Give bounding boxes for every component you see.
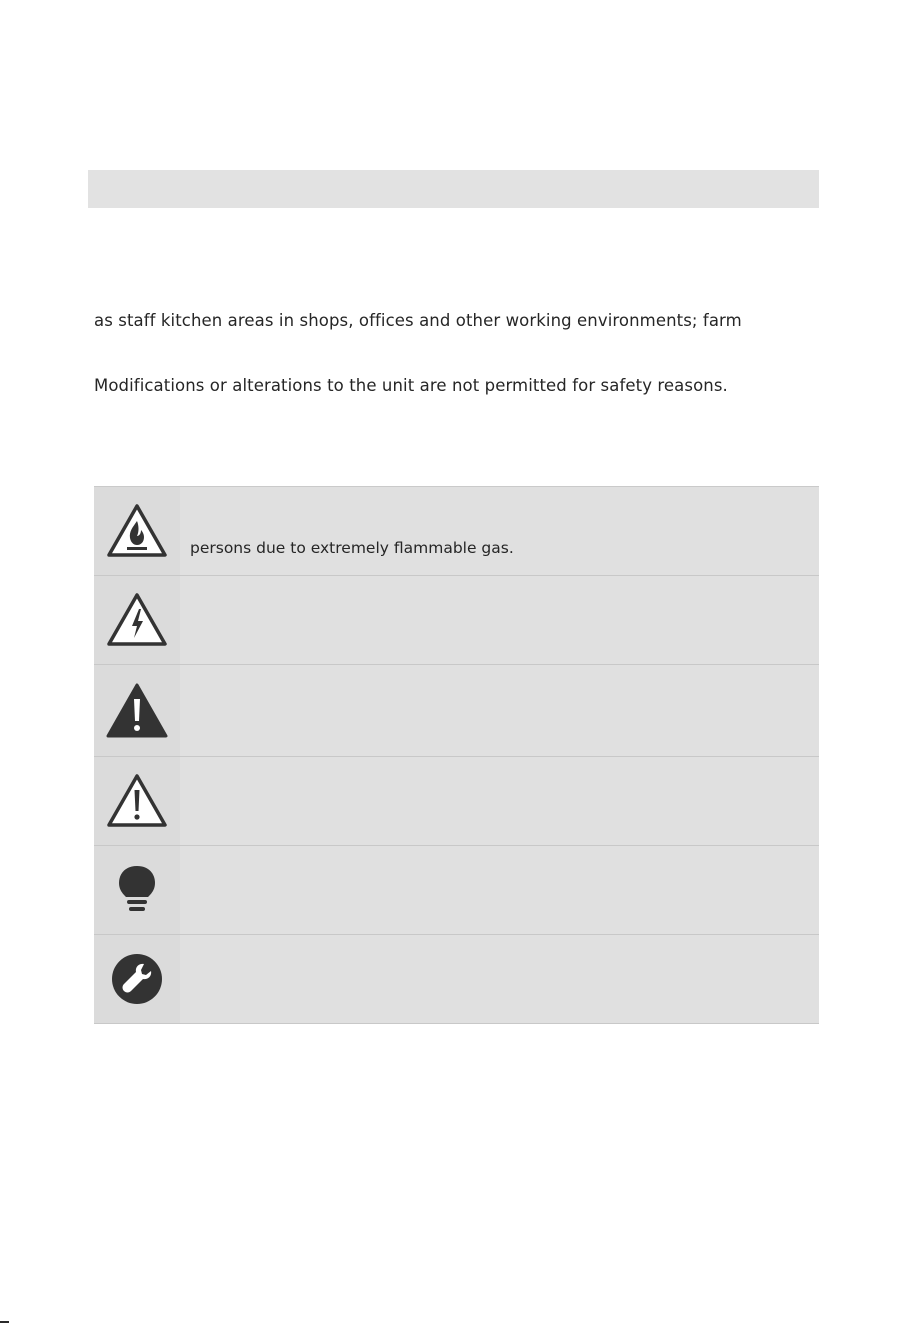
flammable-warning-icon	[106, 503, 168, 559]
danger-exclamation-icon	[106, 683, 168, 739]
symbol-icon-cell	[94, 846, 180, 934]
symbol-row	[94, 487, 819, 576]
modification-warning-text: Modifications or alterations to the unit are not permitted for safety reasons.	[94, 376, 728, 395]
symbol-description	[180, 935, 819, 1023]
symbol-icon-cell	[94, 935, 180, 1023]
symbol-description	[180, 487, 819, 575]
wrench-service-icon	[109, 951, 165, 1007]
symbol-icon-cell	[94, 487, 180, 575]
symbol-icon-cell	[94, 576, 180, 664]
intro-text-line: as staff kitchen areas in shops, offices and other working environments; farm	[94, 311, 742, 330]
caution-exclamation-icon	[106, 773, 168, 829]
symbol-description	[180, 846, 819, 934]
symbol-row	[94, 846, 819, 935]
symbol-row	[94, 576, 819, 665]
symbol-description	[180, 665, 819, 756]
page-corner-mark	[0, 1321, 9, 1323]
symbol-description-text: persons due to extremely flammable gas.	[190, 539, 514, 557]
symbol-description	[180, 576, 819, 664]
safety-symbols-table	[94, 486, 819, 1024]
electric-shock-warning-icon	[106, 592, 168, 648]
lightbulb-tip-icon	[112, 862, 162, 918]
symbol-description	[180, 757, 819, 845]
symbol-icon-cell	[94, 665, 180, 756]
symbol-row	[94, 757, 819, 846]
symbol-row	[94, 665, 819, 757]
section-header-bar	[88, 170, 819, 208]
symbol-icon-cell	[94, 757, 180, 845]
symbol-row	[94, 935, 819, 1024]
